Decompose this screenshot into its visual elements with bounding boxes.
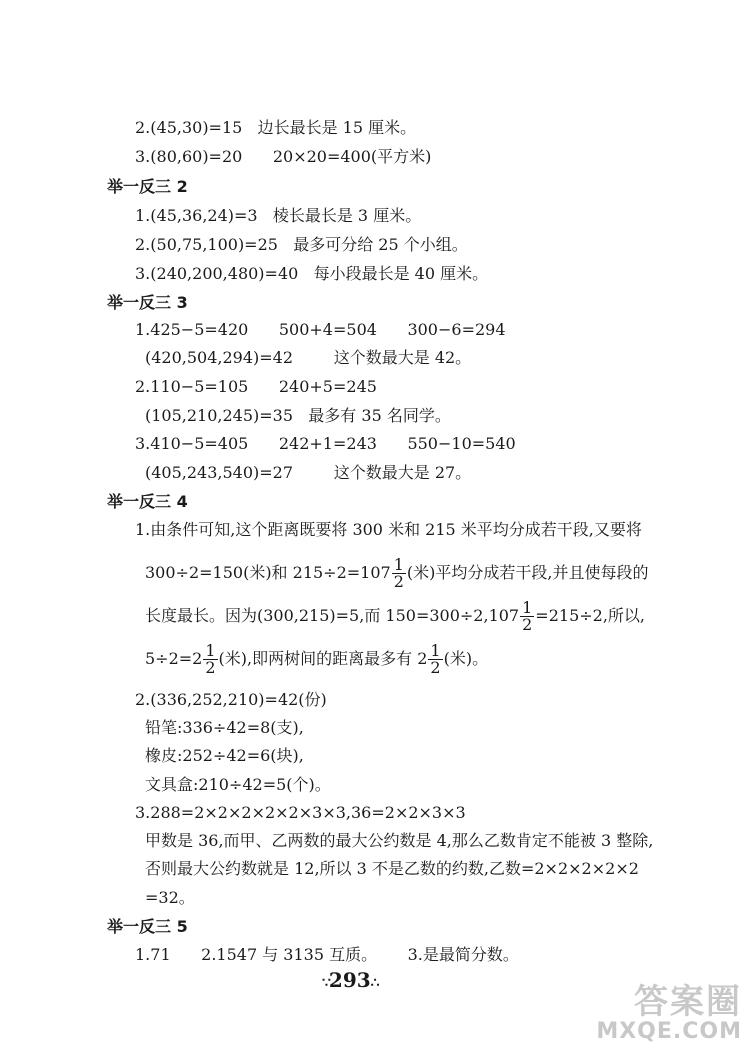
line-12: 1.由条件可知,这个距离既要将 300 米和 215 米平均分成若干段,又要将 — [135, 520, 642, 539]
line-1: 2.(45,30)=15 边长最长是 15 厘米。 — [135, 118, 417, 137]
line-21: 甲数是 36,而甲、乙两数的最大公约数是 4,那么乙数肯定不能被 3 整除, — [145, 831, 654, 850]
line-9: (105,210,245)=35 最多有 35 名同学。 — [145, 406, 451, 425]
fraction-numerator: 1 — [522, 598, 533, 617]
line-8: 2.110−5=105 240+5=245 — [135, 377, 377, 396]
line-20: 3.288=2×2×2×2×2×3×3,36=2×2×3×3 — [135, 803, 466, 822]
fraction-numerator: 1 — [393, 555, 404, 574]
heading-5: 举一反三 5 — [107, 917, 188, 936]
line-15-a: 5÷2=2 — [145, 649, 203, 668]
fraction-denominator: 2 — [393, 572, 404, 591]
line-7: (420,504,294)=42 这个数最大是 42。 — [145, 348, 472, 367]
fraction-numerator: 1 — [430, 641, 441, 660]
line-24: 1.71 2.1547 与 3135 互质。 3.是最简分数。 — [135, 945, 519, 964]
line-15-c: (米)。 — [443, 649, 489, 668]
line-3: 1.(45,36,24)=3 棱长最长是 3 厘米。 — [135, 206, 422, 225]
line-6: 1.425−5=420 500+4=504 300−6=294 — [135, 320, 506, 339]
heading-2: 举一反三 2 — [107, 177, 188, 196]
line-22: 否则最大公约数就是 12,所以 3 不是乙数的约数,乙数=2×2×2×2×2 — [145, 859, 639, 878]
fraction — [392, 557, 406, 590]
line-13-b: (米)平均分成若干段,并且使每段的 — [406, 563, 649, 582]
fraction — [520, 600, 534, 633]
dots-left-icon: ∵ — [322, 975, 329, 991]
fraction-denominator: 2 — [205, 658, 216, 677]
heading-4: 举一反三 4 — [107, 492, 188, 511]
watermark-top: 答案圈 — [634, 982, 742, 1022]
line-2: 3.(80,60)=20 20×20=400(平方米) — [135, 147, 432, 166]
line-19: 文具盒:210÷42=5(个)。 — [145, 775, 331, 794]
watermark — [596, 984, 742, 1044]
fraction-numerator: 1 — [205, 641, 216, 660]
dots-right-icon: ∴ — [370, 975, 378, 991]
fraction — [203, 643, 217, 676]
line-18: 橡皮:252÷42=6(块), — [145, 746, 304, 765]
line-16: 2.(336,252,210)=42(份) — [135, 690, 327, 709]
line-14-a: 长度最长。因为(300,215)=5,而 150=300÷2,107 — [145, 606, 520, 625]
line-14 — [145, 598, 645, 634]
fraction-denominator: 2 — [522, 615, 533, 634]
fraction-denominator: 2 — [430, 658, 441, 677]
line-23: =32。 — [145, 888, 195, 907]
fraction — [428, 643, 442, 676]
line-15-b: (米),即两树间的距离最多有 2 — [218, 649, 428, 668]
line-15 — [145, 641, 488, 677]
page-number-text: 293 — [328, 968, 371, 992]
line-4: 2.(50,75,100)=25 最多可分给 25 个小组。 — [135, 235, 468, 254]
page-number — [322, 968, 378, 992]
watermark-bottom: MXQE.COM — [596, 1019, 742, 1044]
line-5: 3.(240,200,480)=40 每小段最长是 40 厘米。 — [135, 264, 489, 283]
line-13-a: 300÷2=150(米)和 215÷2=107 — [145, 563, 391, 582]
line-11: (405,243,540)=27 这个数最大是 27。 — [145, 463, 472, 482]
heading-3: 举一反三 3 — [107, 293, 188, 312]
line-14-b: =215÷2,所以, — [535, 606, 646, 625]
line-17: 铅笔:336÷42=8(支), — [145, 718, 304, 737]
line-13 — [145, 555, 648, 591]
line-10: 3.410−5=405 242+1=243 550−10=540 — [135, 434, 516, 453]
